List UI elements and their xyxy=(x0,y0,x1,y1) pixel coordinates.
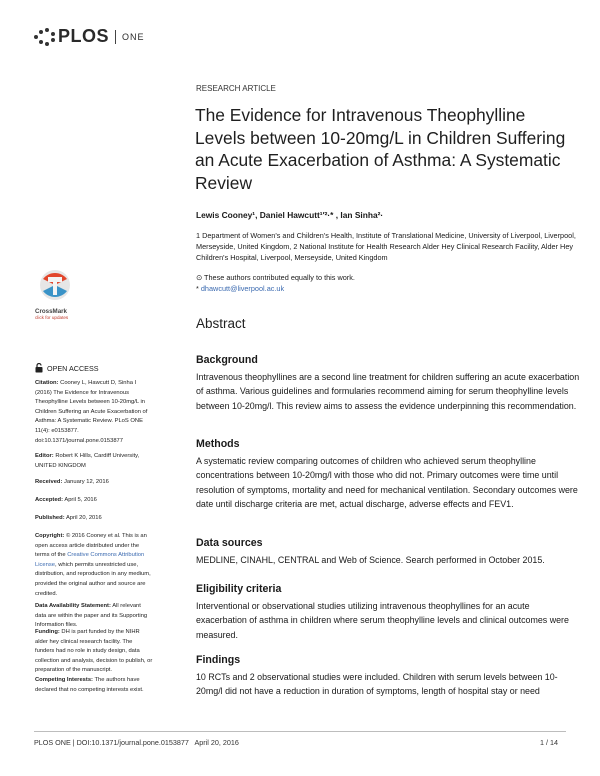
abstract-heading: Abstract xyxy=(196,316,246,331)
citation-block: Citation: Cooney L, Hawcutt D, Sinha I (2016) The Evidence for Intravenous Theophylline Levels between 10-20mg/L in Children Suffering an Acute Exacerbation of Asthma: A Systematic Review. PLoS ONE 11(4): e0153877. doi:10.1371/journal.pone.0153877 xyxy=(35,380,148,444)
author-list: Lewis Cooney¹, Daniel Hawcutt¹′²·* , Ian Sinha²· xyxy=(196,210,384,220)
crossmark-sub: click for updates xyxy=(35,315,69,320)
section-heading-findings: Findings xyxy=(196,654,241,666)
section-text-data-sources: MEDLINE, CINAHL, CENTRAL and Web of Science. Search performed in October 2015. xyxy=(196,555,545,565)
journal-name: ONE xyxy=(122,31,145,42)
crossmark-badge[interactable] xyxy=(35,268,75,320)
competing-interests-text: The authors have declared that no competing interests exist. xyxy=(35,677,144,693)
logo-divider xyxy=(115,30,116,44)
section-text-methods: A systematic review comparing outcomes of children who achieved serum theophylline concentrations between 10-20mg/l with those who did not. Primary outcomes were time until resolution of symptoms, mortality and need for mechanical ventilation. Secondary outcomes were date until discharge criteria are met, actual discharge, adverse effects and FEV1. xyxy=(196,456,578,510)
unlock-icon xyxy=(35,363,43,373)
published-block: Published: April 20, 2016 xyxy=(35,515,102,521)
funding-block: Funding: DH is part funded by the NIHR alder hey clinical research facility. The funders had no role in study design, data collection and analysis, decision to publish, or preparation of the manuscript. xyxy=(35,629,153,674)
email-link[interactable]: dhawcutt@liverpool.ac.uk xyxy=(200,284,285,293)
journal-logo[interactable] xyxy=(34,26,145,47)
copyright-block: Copyright: © 2016 Cooney et al. This is an open access article distributed under the terms of the Creative Commons Attribution License, which permits unrestricted use, distribution, and reproduction in any medium, provided the original author and source are credited. xyxy=(35,533,151,597)
plos-dots-icon xyxy=(34,28,56,46)
footer-citation: PLOS ONE | DOI:10.1371/journal.pone.0153877 April 20, 2016 xyxy=(34,738,239,747)
section-heading-methods: Methods xyxy=(196,438,240,450)
received-date: January 12, 2016 xyxy=(64,479,109,485)
citation-text: Cooney L, Hawcutt D, Sinha I (2016) The Evidence for Intravenous Theophylline Levels between 10-20mg/L in Children Suffering an Acute Exacerbation of Asthma: A Systematic Review. PLoS ONE 11(4): e0153877. doi:10.1371/journal.pone.0153877 xyxy=(35,380,148,444)
accepted-date: April 5, 2016 xyxy=(64,497,97,503)
editor-text: Robert K Hills, Cardiff University, UNITED KINGDOM xyxy=(35,453,140,469)
crossmark-icon xyxy=(35,268,75,302)
footer-divider xyxy=(34,731,566,732)
affiliations: 1 Department of Women's and Children's Health, Institute of Translational Medicine, University of Liverpool, Liverpool, Merseyside, United Kingdom, 2 National Institute for Health Research Alder Hey Clinical Research Facility, Alder Hey Children's Hospital, Liverpool, Merseyside, United Kingdom xyxy=(196,231,576,262)
competing-interests-block: Competing Interests: The authors have declared that no competing interests exist. xyxy=(35,677,144,693)
page-number: 1 / 14 xyxy=(540,738,558,747)
article-type: RESEARCH ARTICLE xyxy=(196,84,276,93)
author-notes xyxy=(196,272,355,294)
published-date: April 20, 2016 xyxy=(65,515,102,521)
editor-block: Editor: Robert K Hills, Cardiff University, UNITED KINGDOM xyxy=(35,453,140,469)
article-title: The Evidence for Intravenous Theophylline Levels between 10-20mg/L in Children Suffering an Acute Exacerbation of Asthma: A Systematic Review xyxy=(195,105,566,193)
received-block: Received: January 12, 2016 xyxy=(35,479,109,485)
data-availability-block: Data Availability Statement: All relevant data are within the paper and its Supporting Information files. xyxy=(35,603,148,629)
funding-text: DH is part funded by the NIHR alder hey clinical research facility. The funders had no role in study design, data collection and analysis, decision to publish, or preparation of the manuscript. xyxy=(35,629,153,674)
open-access-badge xyxy=(35,363,99,373)
corresponding-author: * dhawcutt@liverpool.ac.uk xyxy=(196,284,285,293)
plos-wordmark: PLOS xyxy=(58,26,110,46)
section-heading-background: Background xyxy=(196,354,258,366)
section-heading-data-sources: Data sources xyxy=(196,537,263,549)
section-text-findings: 10 RCTs and 2 observational studies were included. Children with serum levels between 10-20mg/l did not have a reduction in duration of symptoms, length of hospital stay or need xyxy=(196,672,558,697)
data-availability-text: All relevant data are within the paper and its Supporting Information files. xyxy=(35,603,148,629)
license-link[interactable]: Creative Commons Attribution License xyxy=(35,552,145,568)
equal-contribution-note: ⊙ These authors contributed equally to this work. xyxy=(196,273,355,282)
crossmark-label: CrossMark xyxy=(35,308,67,315)
section-heading-eligibility: Eligibility criteria xyxy=(196,583,282,595)
section-text-eligibility: Interventional or observational studies utilizing intravenous theophyllines for an acute exacerbation of asthma in children where serum theophylline levels and clinical outcomes were measured. xyxy=(196,601,569,640)
open-access-label: OPEN ACCESS xyxy=(47,363,99,373)
accepted-block: Accepted: April 5, 2016 xyxy=(35,497,97,503)
section-text-background: Intravenous theophyllines are a second line treatment for children suffering an acute exacerbation of asthma. Various guidelines and formularies recommend aiming for serum theophylline levels between 10-20mg/l. This review aims to assess the evidence underpinning this recommendation. xyxy=(196,372,580,411)
